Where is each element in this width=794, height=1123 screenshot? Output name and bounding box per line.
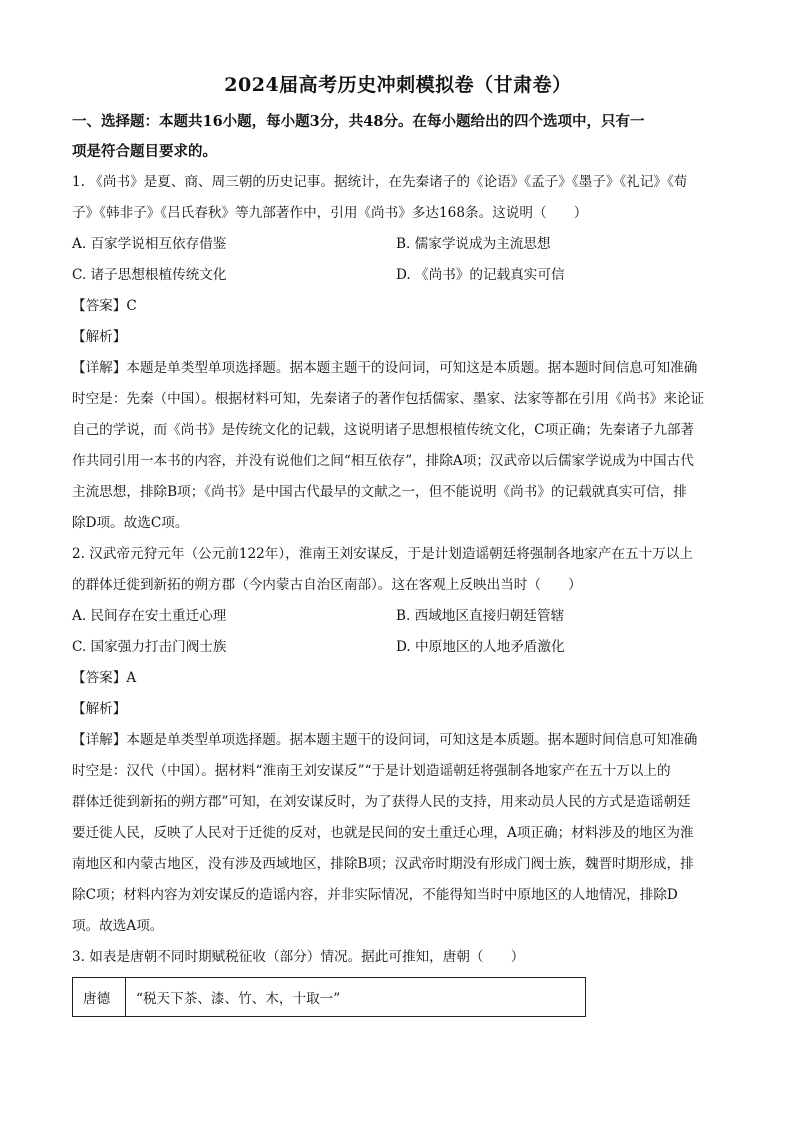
q1-option-d: D. 《尚书》的记载真实可信 [396, 267, 565, 283]
q2-detail-line: 除C项；材料内容为刘安谋反的造谣内容，并非实际情况，不能得知当时中原地区的人地情况，排除D [72, 887, 678, 903]
q1-detail-line: 作共同引用一本书的内容，并没有说他们之间“相互依存”，排除A项；汉武帝以后儒家学说成为中国古代 [72, 453, 694, 469]
q2-detail-line: 南地区和内蒙古地区，没有涉及西域地区，排除B项；汉武帝时期没有形成门阀士族，魏晋时期形成，排 [72, 856, 694, 872]
table-cell-content: “税天下茶、漆、竹、木，十取一” [126, 978, 586, 1017]
table-row [73, 978, 586, 1017]
q2-analysis-label: 【解析】 [72, 701, 127, 717]
q2-option-c: C. 国家强力打击门阀士族 [72, 639, 227, 655]
page-title: 2024届高考历史冲刺模拟卷（甘肃卷） [224, 74, 572, 96]
q2-detail-line: 【详解】本题是单类型单项选择题。据本题主题干的设问词，可知这是本质题。据本题时间信息可知准确 [72, 732, 698, 748]
q2-answer: 【答案】A [72, 670, 137, 686]
question-1 [72, 167, 724, 539]
q1-answer: 【答案】C [72, 298, 137, 314]
q1-detail-line: 自己的学说，而《尚书》是传统文化的记载，这说明诸子思想根植传统文化，C项正确；先秦诸子九部著 [72, 422, 695, 438]
q2-option-d: D. 中原地区的人地矛盾激化 [396, 639, 565, 655]
q1-stem-line1: 1. 《尚书》是夏、商、周三朝的历史记事。据统计，在先秦诸子的《论语》《孟子》《墨子》《礼记》《荀 [72, 174, 688, 190]
section-heading-line1: 一、选择题：本题共16小题，每小题3分，共48分。在每小题给出的四个选项中，只有一 [72, 113, 645, 130]
q1-option-c: C. 诸子思想根植传统文化 [72, 267, 227, 283]
q2-detail-line: 时空是：汉代（中国）。据材料“淮南王刘安谋反”“于是计划造谣朝廷将强制各地家产在五十万以上的 [72, 763, 671, 779]
question-2 [72, 539, 724, 942]
q2-stem-line1: 2. 汉武帝元狩元年（公元前122年），淮南王刘安谋反，于是计划造谣朝廷将强制各地家产在五十万以上 [72, 546, 693, 562]
q1-detail-line: 除D项。故选C项。 [72, 515, 189, 531]
q2-option-b: B. 西域地区直接归朝廷管辖 [396, 608, 565, 624]
q1-options [72, 229, 724, 291]
q2-options [72, 601, 724, 663]
q1-option-b: B. 儒家学说成为主流思想 [396, 236, 551, 252]
q3-tax-table [72, 977, 586, 1017]
q1-option-a: A. 百家学说相互依存借鉴 [72, 236, 227, 252]
q2-detail-line: 项。故选A项。 [72, 918, 164, 934]
table-cell-period: 唐德 [73, 978, 126, 1017]
question-3 [72, 942, 724, 1017]
q1-detail-line: 主流思想，排除B项；《尚书》是中国古代最早的文献之一，但不能说明《尚书》的记载就真实可信，排 [72, 484, 687, 500]
q2-stem-line2: 的群体迁徙到新拓的朔方郡（今内蒙古自治区南部）。这在客观上反映出当时（ ） [72, 577, 582, 593]
q2-detail-line: 要迁徙人民，反映了人民对于迁徙的反对，也就是民间的安土重迁心理，A项正确；材料涉及的地区为淮 [72, 825, 694, 841]
q1-stem-line2: 子》《韩非子》《吕氏春秋》等九部著作中，引用《尚书》多达168条。这说明（ ） [72, 205, 588, 221]
section-heading-line2: 项是符合题目要求的。 [72, 143, 217, 160]
q1-analysis-label: 【解析】 [72, 329, 127, 345]
q1-detail-line: 【详解】本题是单类型单项选择题。据本题主题干的设问词，可知这是本质题。据本题时间信息可知准确 [72, 360, 698, 376]
q2-detail-line: 群体迁徙到新拓的朔方郡”可知，在刘安谋反时，为了获得人民的支持，用来动员人民的方式是造谣朝廷 [72, 794, 691, 810]
q1-detail-line: 时空是：先秦（中国）。根据材料可知，先秦诸子的著作包括儒家、墨家、法家等都在引用《尚书》来论证 [72, 391, 705, 407]
q3-stem-line1: 3. 如表是唐朝不同时期赋税征收（部分）情况。据此可推知，唐朝（ ） [72, 949, 525, 965]
q2-option-a: A. 民间存在安土重迁心理 [72, 608, 227, 624]
